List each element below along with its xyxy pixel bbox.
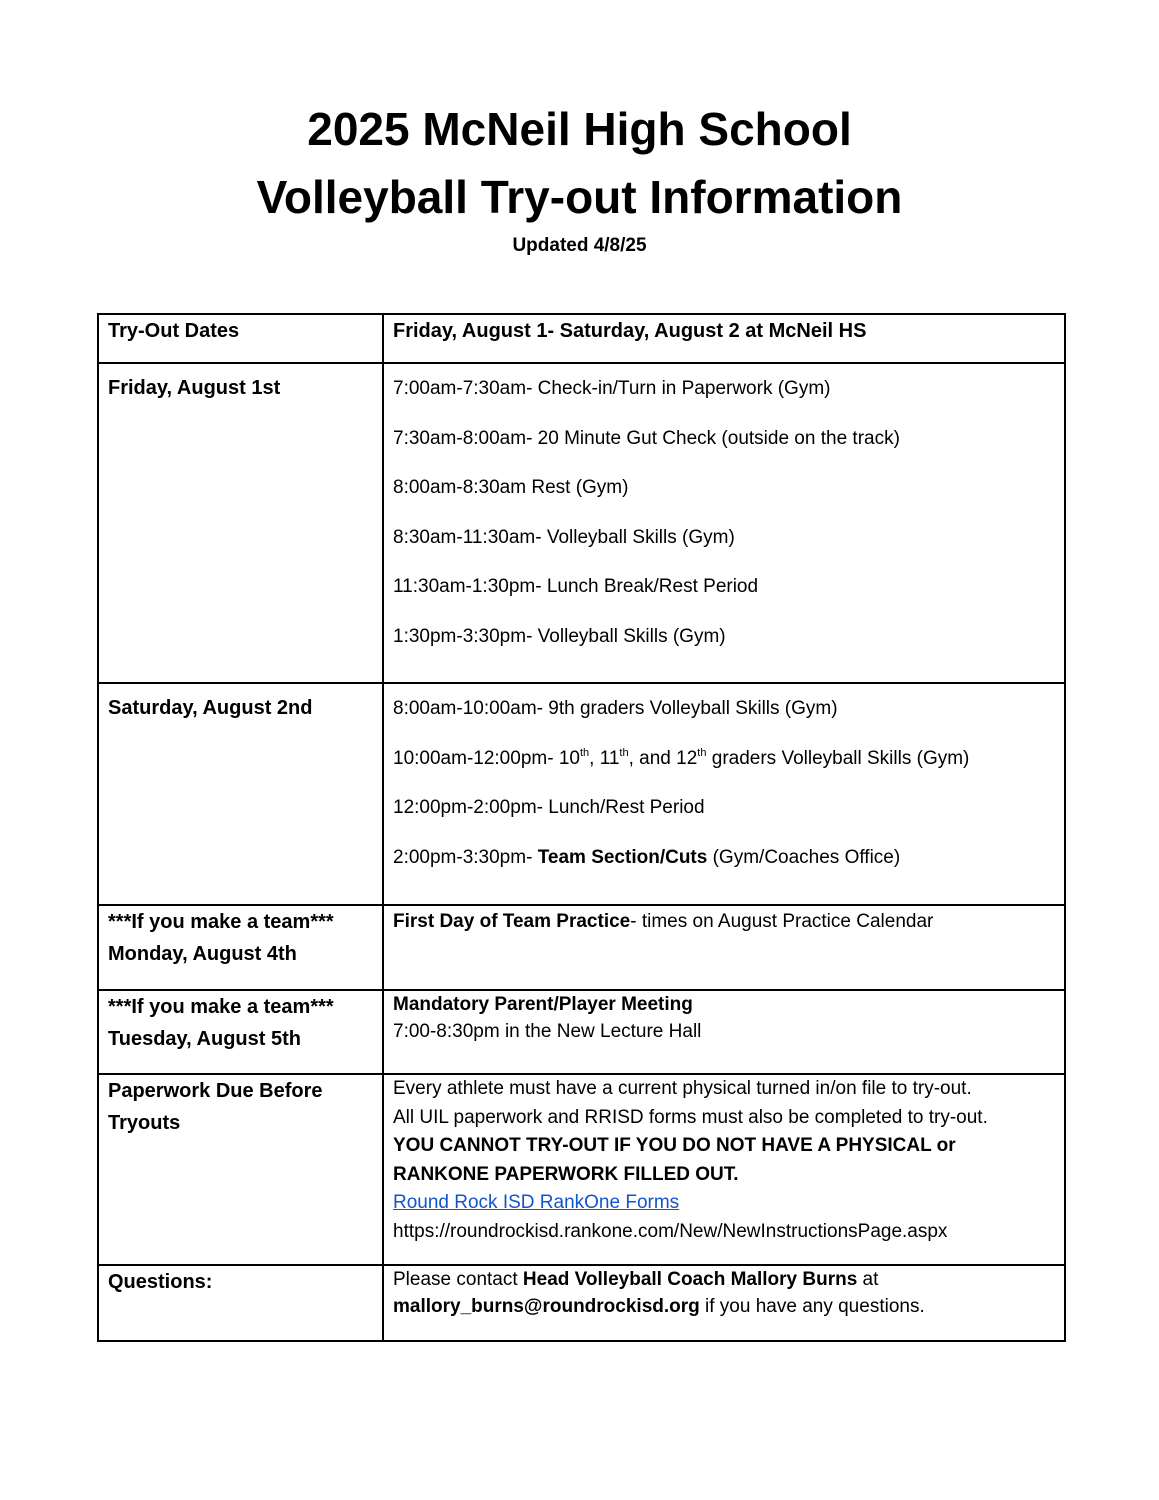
forms-requirement-text: All UIL paperwork and RRISD forms must also be completed to try-out. [393, 1106, 988, 1128]
monday-label-line2: Monday, August 4th [108, 943, 297, 965]
monday-row [98, 905, 1065, 990]
updated-date: Updated 4/8/25 [512, 235, 647, 256]
monday-label-line1: ***If you make a team*** [108, 911, 334, 933]
superscript: th [697, 746, 707, 759]
questions-row [98, 1265, 1065, 1341]
coach-email: mallory_burns@roundrockisd.org [393, 1296, 700, 1317]
tryout-dates-label: Try-Out Dates [108, 320, 240, 342]
text-segment: , and 12 [628, 747, 698, 769]
tuesday-label-line2: Tuesday, August 5th [108, 1028, 301, 1050]
meeting-time: 7:00-8:30pm in the New Lecture Hall [393, 1021, 702, 1042]
text-segment: Please contact [393, 1269, 523, 1290]
questions-label: Questions: [108, 1271, 213, 1293]
text-segment: 2:00pm-3:30pm- [393, 846, 538, 868]
tuesday-label-line1: ***If you make a team*** [108, 996, 334, 1018]
contact-line1 [393, 1266, 1055, 1293]
schedule-item: 11:30am-1:30pm- Lunch Break/Rest Period [393, 576, 759, 597]
text-segment: (Gym/Coaches Office) [707, 846, 901, 868]
rankone-forms-link[interactable]: Round Rock ISD RankOne Forms [393, 1192, 680, 1213]
saturday-row [98, 683, 1065, 905]
friday-label: Friday, August 1st [108, 377, 281, 399]
schedule-item: 7:00am-7:30am- Check-in/Turn in Paperwork (Gym) [393, 378, 831, 399]
table-header-row [98, 314, 1065, 363]
title-line-1: 2025 McNeil High School [307, 103, 852, 155]
rankone-url-text: https://roundrockisd.rankone.com/New/NewInstructionsPage.aspx [393, 1220, 948, 1242]
saturday-label: Saturday, August 2nd [108, 697, 313, 719]
warning-text-line2: RANKONE PAPERWORK FILLED OUT. [393, 1163, 739, 1185]
coach-name: Head Volleyball Coach Mallory Burns [522, 1269, 858, 1290]
schedule-item [393, 734, 1055, 784]
text-segment: graders Volleyball Skills (Gym) [706, 747, 970, 769]
physical-requirement-text: Every athlete must have a current physical turned in/on file to try-out. [393, 1078, 972, 1099]
warning-text-line1: YOU CANNOT TRY-OUT IF YOU DO NOT HAVE A PHYSICAL or [393, 1135, 956, 1156]
superscript: th [619, 746, 629, 759]
first-practice-text: First Day of Team Practice [393, 911, 631, 932]
team-selection-text: Team Section/Cuts [537, 846, 708, 868]
paperwork-label-line2: Tryouts [108, 1112, 181, 1134]
schedule-item: 1:30pm-3:30pm- Volleyball Skills (Gym) [393, 625, 726, 647]
schedule-item: 8:00am-8:30am Rest (Gym) [393, 477, 629, 498]
meeting-title: Mandatory Parent/Player Meeting [393, 994, 693, 1015]
schedule-item: 8:00am-10:00am- 9th graders Volleyball Skills (Gym) [393, 698, 838, 719]
text-segment: , 11 [589, 747, 620, 769]
schedule-item: 7:30am-8:00am- 20 Minute Gut Check (outside on the track) [393, 427, 900, 449]
superscript: th [579, 746, 590, 759]
practice-calendar-text: - times on August Practice Calendar [630, 911, 934, 932]
text-segment: 10:00am-12:00pm- 10 [393, 747, 580, 769]
text-segment: if you have any questions. [699, 1296, 925, 1317]
tryout-dates-value: Friday, August 1- Saturday, August 2 at McNeil HS [393, 320, 867, 342]
tuesday-row [98, 990, 1065, 1074]
schedule-item: 8:30am-11:30am- Volleyball Skills (Gym) [393, 526, 735, 548]
friday-row [98, 363, 1065, 683]
tryout-schedule-table [97, 313, 1066, 1342]
paperwork-row [98, 1074, 1065, 1265]
paperwork-label-line1: Paperwork Due Before [108, 1080, 323, 1102]
schedule-item: 12:00pm-2:00pm- Lunch/Rest Period [393, 797, 705, 818]
schedule-item [393, 833, 1055, 883]
text-segment: at [857, 1269, 879, 1290]
contact-line2 [393, 1293, 1055, 1320]
title-line-2: Volleyball Try-out Information [256, 171, 903, 223]
